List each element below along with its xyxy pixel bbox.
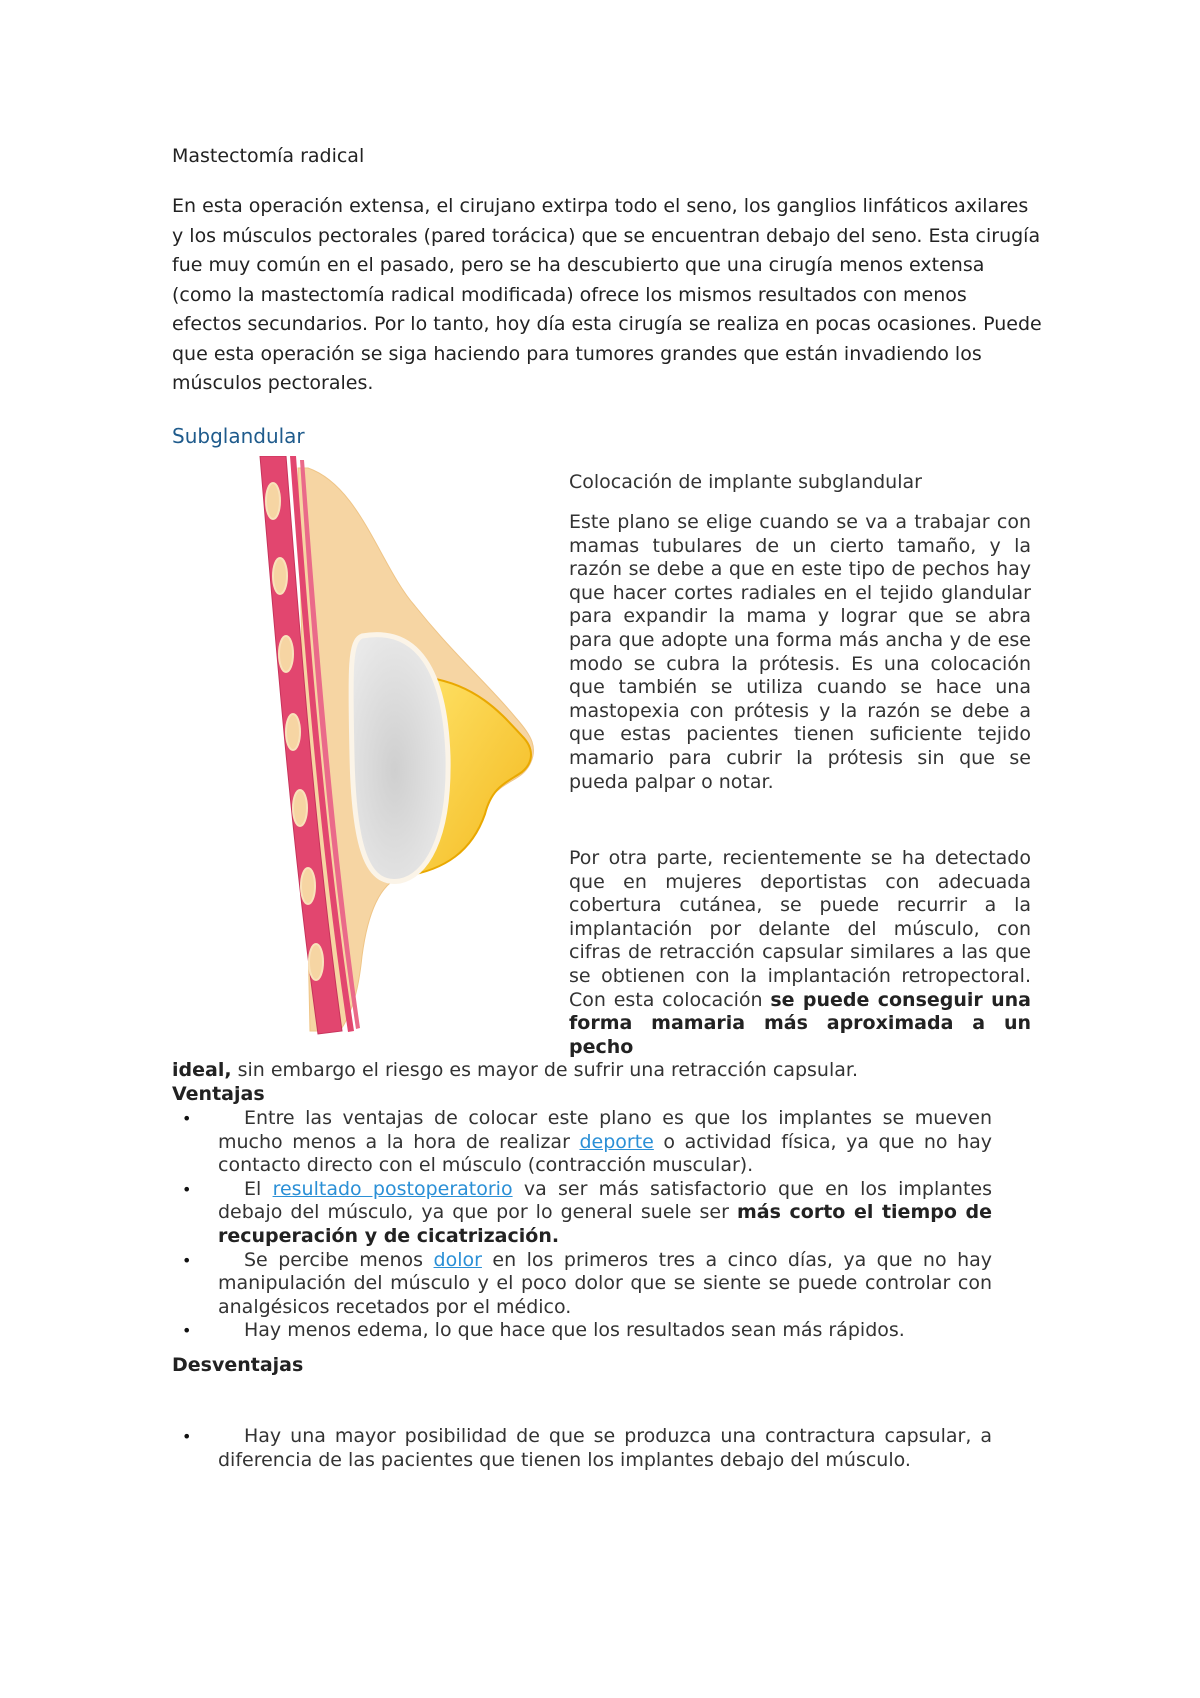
rib-oval	[286, 714, 300, 750]
section-heading: Mastectomía radical	[172, 145, 365, 167]
link-deporte[interactable]: deporte	[579, 1130, 654, 1153]
link-resultado-postoperatorio[interactable]: resultado postoperatorio	[272, 1177, 513, 1200]
intro-paragraph: En esta operación extensa, el cirujano extirpa todo el seno, los ganglios linfáticos axilares y los músculos pectorales (pared torácica) que se encuentran debajo del seno. Esta cirugía fue muy común en el pasado, pero se ha descubierto que una cirugía menos extensa (como la mastectomía radical modificada) ofrece los mismos resultados con menos efectos secundarios. Por lo tanto, hoy día esta cirugía se realiza en pocas ocasiones. Puede que esta operación se siga haciendo para tumores grandes que están invadiendo los músculos pectorales.	[172, 195, 1042, 394]
ventajas-heading: Ventajas	[172, 1083, 265, 1105]
list-item	[172, 1107, 992, 1178]
rib-oval	[301, 868, 315, 904]
rib-oval	[293, 790, 307, 826]
list-item-text: Hay menos edema, lo que hace que los resultados sean más rápidos.	[244, 1319, 905, 1342]
bullet-icon: •	[182, 1179, 192, 1199]
list-item-text: El	[244, 1177, 273, 1200]
figure-caption: Colocación de implante subglandular	[569, 471, 922, 493]
implant	[351, 635, 448, 882]
diagram-svg	[240, 456, 550, 1036]
subglandular-heading: Subglandular	[172, 424, 305, 448]
list-item-text: o actividad física, ya que no hay contacto directo con el músculo (contracción muscular).	[218, 1130, 992, 1177]
desventajas-list	[172, 1425, 992, 1472]
rib-oval	[309, 944, 323, 980]
list-item	[172, 1319, 992, 1343]
rib-oval	[266, 483, 280, 519]
list-item-text: Se percibe menos	[244, 1248, 434, 1271]
rib-oval	[279, 636, 293, 672]
paragraph-2-bold-cont: ideal,	[172, 1059, 232, 1081]
rib-oval	[273, 558, 287, 594]
list-item-text: va ser más satisfactorio que en los implantes debajo del músculo, ya que por lo general suele ser	[218, 1177, 992, 1224]
list-item	[172, 1178, 992, 1249]
list-item-text: en los primeros tres a cinco días, ya que no hay manipulación del músculo y el poco dolor que se siente se puede controlar con analgésicos recetados por el médico.	[218, 1248, 992, 1318]
bullet-icon: •	[182, 1109, 192, 1128]
paragraph-2-continuation	[172, 1059, 1032, 1083]
bullet-icon: •	[182, 1321, 192, 1341]
paragraph-1: Este plano se elige cuando se va a trabajar con mamas tubulares de un cierto tamaño, y la razón se debe a que en este tipo de pechos hay que hacer cortes radiales en el tejido glandular para expandir la mama y lograr que se abra para que adopte una forma más ancha y de ese modo se cubra la prótesis. Es una colocación que también se utiliza cuando se hace una mastopexia con prótesis y la razón se debe a que estas pacientes tienen suficiente tejido mamario para cubrir la prótesis sin que se pueda palpar o notar.	[569, 511, 1031, 793]
desventajas-heading: Desventajas	[172, 1354, 304, 1376]
list-item-text: Hay una mayor posibilidad de que se produzca una contractura capsular, a diferencia de las pacientes que tienen los implantes debajo del músculo.	[218, 1425, 992, 1471]
bullet-icon: •	[182, 1427, 192, 1446]
link-dolor[interactable]: dolor	[433, 1248, 482, 1271]
ventajas-list	[172, 1107, 992, 1343]
list-item	[172, 1425, 992, 1472]
list-item	[172, 1249, 992, 1320]
paragraph-2-bold: se puede conseguir una forma mamaria más aproximada a un pecho	[569, 988, 1031, 1058]
paragraph-2-text: Por otra parte, recientemente se ha detectado que en mujeres deportistas con adecuada cobertura cutánea, se puede recurrir a la implantación por delante del músculo, con cifras de retracción capsular similares a las que se obtienen con la implantación retropectoral. Con esta colocación	[569, 847, 1031, 1011]
bullet-icon: •	[182, 1250, 192, 1270]
list-item-bold: más corto el tiempo de recuperación y de cicatrización.	[218, 1201, 992, 1247]
paragraph-2	[569, 847, 1031, 1059]
paragraph-2-rest: sin embargo el riesgo es mayor de sufrir una retracción capsular.	[231, 1059, 858, 1081]
list-item-text: Entre las ventajas de colocar este plano es que los implantes se mueven mucho menos a la hora de realizar	[218, 1107, 992, 1153]
breast-implant-subglandular-diagram	[240, 456, 550, 1036]
